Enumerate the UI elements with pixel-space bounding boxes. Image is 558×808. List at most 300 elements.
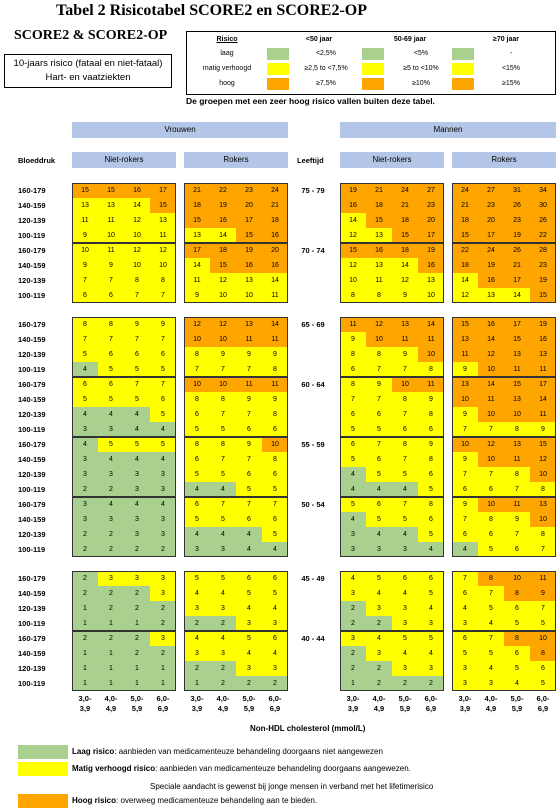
risk-cell: 5 — [72, 347, 98, 362]
risk-cell: 6 — [184, 407, 210, 422]
risk-cell: 3 — [150, 631, 176, 646]
risk-legend-table — [186, 31, 556, 95]
risk-cell: 17 — [418, 228, 444, 243]
risk-cell: 2 — [72, 482, 98, 497]
age-label: 75 - 79 — [301, 186, 325, 195]
risk-cell: 13 — [478, 288, 504, 303]
risk-cell: 5 — [392, 631, 418, 646]
risk-cell: 15 — [72, 183, 98, 198]
risk-cell: 9 — [72, 258, 98, 273]
risk-cell: 4 — [392, 527, 418, 542]
risk-cell: 7 — [452, 571, 478, 586]
x-tick-label-top: 5,0- — [242, 694, 256, 703]
risk-cell: 7 — [366, 437, 392, 452]
legend-header-1: <50 jaar — [305, 36, 333, 43]
x-tick-label-top: 5,0- — [510, 694, 524, 703]
x-tick-label-top: 5,0- — [130, 694, 144, 703]
risk-cell: 2 — [124, 586, 150, 601]
risk-cell: 5 — [124, 392, 150, 407]
risk-cell: 12 — [530, 452, 556, 467]
risk-cell: 24 — [392, 183, 418, 198]
risk-cell: 11 — [72, 213, 98, 228]
age-label: 50 - 54 — [301, 500, 325, 509]
risk-cell: 16 — [340, 198, 366, 213]
risk-cell: 4 — [366, 631, 392, 646]
risk-cell: 3 — [366, 646, 392, 661]
x-tick-label-bottom: 6,9 — [425, 704, 437, 713]
x-tick-label-bottom: 3,9 — [459, 704, 471, 713]
risk-cell: 4 — [418, 601, 444, 616]
risk-cell: 9 — [418, 392, 444, 407]
risk-cell: 7 — [236, 362, 262, 377]
risk-cell: 5 — [210, 571, 236, 586]
risk-cell: 8 — [210, 437, 236, 452]
risk-cell: 15 — [184, 213, 210, 228]
legend-value: <2,5% — [315, 50, 337, 57]
x-tick-label — [100, 694, 122, 714]
risk-cell: 3 — [184, 542, 210, 557]
risk-cell: 21 — [366, 183, 392, 198]
risk-cell: 18 — [210, 243, 236, 258]
risk-cell: 6 — [504, 542, 530, 557]
risk-cell: 10 — [184, 377, 210, 392]
risk-cell: 13 — [504, 347, 530, 362]
bp-label: 100-119 — [18, 545, 46, 554]
risk-cell: 4 — [124, 497, 150, 512]
risk-cell: 6 — [392, 422, 418, 437]
risk-cell: 4 — [418, 646, 444, 661]
risk-cell: 5 — [418, 527, 444, 542]
x-tick-label — [420, 694, 442, 714]
risk-cell: 12 — [150, 243, 176, 258]
risk-cell: 9 — [452, 362, 478, 377]
risk-cell: 7 — [478, 631, 504, 646]
risk-cell: 14 — [478, 332, 504, 347]
age-label: 65 - 69 — [301, 320, 325, 329]
risk-cell: 1 — [340, 676, 366, 691]
risk-cell: 4 — [392, 646, 418, 661]
bp-label: 160-179 — [18, 440, 46, 449]
risk-cell: 13 — [504, 437, 530, 452]
risk-cell: 3 — [150, 527, 176, 542]
x-tick-label-top: 4,0- — [104, 694, 118, 703]
risk-cell: 5 — [72, 392, 98, 407]
risk-cell: 5 — [366, 467, 392, 482]
risk-cell: 7 — [210, 452, 236, 467]
risk-cell: 4 — [150, 422, 176, 437]
key-swatch — [18, 794, 68, 808]
risk-cell: 3 — [72, 422, 98, 437]
risk-cell: 1 — [98, 646, 124, 661]
risk-cell: 11 — [418, 332, 444, 347]
risk-cell: 20 — [262, 243, 288, 258]
risk-cell: 5 — [366, 512, 392, 527]
risk-cell: 23 — [530, 258, 556, 273]
risk-cell: 13 — [504, 392, 530, 407]
risk-cell: 14 — [418, 317, 444, 332]
age-label: 55 - 59 — [301, 440, 325, 449]
risk-cell: 13 — [530, 497, 556, 512]
risk-cell: 7 — [124, 288, 150, 303]
risk-cell: 14 — [504, 288, 530, 303]
risk-cell: 19 — [210, 198, 236, 213]
risk-cell: 8 — [210, 392, 236, 407]
risk-cell: 4 — [72, 437, 98, 452]
risk-cell: 7 — [392, 452, 418, 467]
risk-cell: 10 — [98, 228, 124, 243]
risk-cell: 17 — [236, 213, 262, 228]
bp-label: 140-159 — [18, 395, 46, 404]
risk-cell: 4 — [366, 482, 392, 497]
risk-cell: 7 — [236, 452, 262, 467]
key-text — [72, 796, 317, 805]
risk-cell: 6 — [340, 437, 366, 452]
risk-cell: 26 — [530, 213, 556, 228]
risk-cell: 21 — [452, 198, 478, 213]
risk-cell: 4 — [340, 482, 366, 497]
risk-cell: 7 — [452, 467, 478, 482]
risk-cell: 13 — [366, 258, 392, 273]
bp-label: 120-139 — [18, 216, 46, 225]
risk-cell: 9 — [184, 288, 210, 303]
legend-value: <5% — [413, 50, 429, 57]
risk-cell: 9 — [236, 437, 262, 452]
risk-cell: 22 — [452, 243, 478, 258]
bp-label: 120-139 — [18, 470, 46, 479]
risk-cell: 7 — [124, 377, 150, 392]
risk-cell: 2 — [150, 616, 176, 631]
risk-cell: 10 — [478, 452, 504, 467]
risk-cell: 4 — [150, 497, 176, 512]
risk-cell: 13 — [366, 228, 392, 243]
risk-cell: 11 — [366, 273, 392, 288]
risk-cell: 23 — [478, 198, 504, 213]
header-women: Vrouwen — [72, 122, 288, 138]
risk-cell: 5 — [210, 467, 236, 482]
risk-cell: 3 — [392, 661, 418, 676]
risk-cell: 8 — [340, 288, 366, 303]
risk-cell: 10 — [340, 273, 366, 288]
x-tick-label-top: 6,0- — [536, 694, 550, 703]
risk-cell: 9 — [72, 228, 98, 243]
bp-label: 120-139 — [18, 410, 46, 419]
risk-cell: 2 — [98, 601, 124, 616]
risk-cell: 5 — [504, 661, 530, 676]
risk-cell: 7 — [150, 332, 176, 347]
risk-cell: 7 — [478, 422, 504, 437]
risk-cell: 17 — [150, 183, 176, 198]
risk-cell: 8 — [418, 452, 444, 467]
risk-cell: 6 — [418, 467, 444, 482]
x-tick-label — [506, 694, 528, 714]
risk-cell: 1 — [72, 601, 98, 616]
risk-cell: 8 — [418, 407, 444, 422]
special-note: Speciale aandacht is gewenst bij jonge mensen in verband met het lifetimerisico — [150, 782, 434, 791]
risk-cell: 23 — [236, 183, 262, 198]
risk-cell: 7 — [184, 362, 210, 377]
risk-cell: 21 — [184, 183, 210, 198]
risk-cell: 3 — [392, 616, 418, 631]
risk-cell: 4 — [98, 452, 124, 467]
risk-cell: 4 — [392, 482, 418, 497]
risk-cell: 11 — [418, 377, 444, 392]
bp-label: 140-159 — [18, 649, 46, 658]
risk-cell: 15 — [452, 317, 478, 332]
risk-cell: 2 — [98, 586, 124, 601]
risk-cell: 22 — [530, 228, 556, 243]
risk-cell: 20 — [478, 213, 504, 228]
risk-cell: 1 — [184, 676, 210, 691]
legend-value: ≥5 to <10% — [403, 65, 439, 72]
bp-label: 140-159 — [18, 261, 46, 270]
risk-cell: 26 — [504, 198, 530, 213]
x-tick-label-top: 4,0- — [372, 694, 386, 703]
risk-cell: 2 — [124, 646, 150, 661]
risk-cell: 18 — [392, 243, 418, 258]
risk-cell: 3 — [72, 467, 98, 482]
risk-cell: 12 — [340, 228, 366, 243]
risk-cell: 24 — [478, 243, 504, 258]
bp-label: 100-119 — [18, 231, 46, 240]
risk-cell: 15 — [530, 288, 556, 303]
bp-label: 160-179 — [18, 186, 46, 195]
risk-cell: 9 — [210, 347, 236, 362]
risk-cell: 7 — [366, 392, 392, 407]
risk-cell: 16 — [366, 243, 392, 258]
risk-cell: 1 — [72, 661, 98, 676]
risk-cell: 4 — [98, 407, 124, 422]
risk-cell: 5 — [184, 571, 210, 586]
risk-cell: 10 — [530, 512, 556, 527]
risk-cell: 14 — [262, 273, 288, 288]
risk-cell: 13 — [72, 198, 98, 213]
age-label: 60 - 64 — [301, 380, 325, 389]
risk-cell: 4 — [210, 631, 236, 646]
bp-label: 100-119 — [18, 485, 46, 494]
risk-cell: 8 — [184, 347, 210, 362]
legend-swatch — [267, 48, 289, 60]
risk-cell: 7 — [72, 273, 98, 288]
risk-cell: 7 — [530, 542, 556, 557]
risk-cell: 8 — [98, 317, 124, 332]
risk-cell: 5 — [262, 482, 288, 497]
risk-cell: 15 — [530, 437, 556, 452]
risk-cell: 9 — [340, 332, 366, 347]
risk-cell: 6 — [366, 407, 392, 422]
x-tick-label-top: 3,0- — [78, 694, 92, 703]
risk-cell: 3 — [366, 542, 392, 557]
risk-cell: 8 — [504, 586, 530, 601]
risk-cell: 15 — [98, 183, 124, 198]
risk-cell: 6 — [124, 347, 150, 362]
risk-cell: 5 — [340, 497, 366, 512]
risk-cell: 2 — [366, 661, 392, 676]
risk-cell: 9 — [236, 392, 262, 407]
risk-cell: 2 — [340, 646, 366, 661]
risk-cell: 20 — [236, 198, 262, 213]
risk-cell: 2 — [72, 571, 98, 586]
risk-cell: 6 — [262, 512, 288, 527]
risk-cell: 3 — [340, 631, 366, 646]
risk-cell: 19 — [530, 273, 556, 288]
risk-cell: 3 — [236, 661, 262, 676]
risk-cell: 5 — [236, 482, 262, 497]
risk-cell: 3 — [98, 422, 124, 437]
risk-cell: 2 — [184, 661, 210, 676]
bp-label: 120-139 — [18, 530, 46, 539]
risk-cell: 2 — [210, 616, 236, 631]
risk-cell: 20 — [418, 213, 444, 228]
risk-cell: 21 — [504, 258, 530, 273]
risk-cell: 5 — [98, 392, 124, 407]
risk-cell: 2 — [124, 601, 150, 616]
risk-cell: 8 — [366, 347, 392, 362]
risk-cell: 17 — [530, 377, 556, 392]
risk-cell: 11 — [236, 332, 262, 347]
bp-label: 160-179 — [18, 574, 46, 583]
risk-cell: 10 — [72, 243, 98, 258]
risk-cell: 10 — [210, 377, 236, 392]
risk-cell: 4 — [150, 452, 176, 467]
key-description: : overweeg medicamenteuze behandeling aan te bieden. — [116, 796, 318, 805]
x-tick-label-top: 6,0- — [268, 694, 282, 703]
risk-cell: 4 — [262, 601, 288, 616]
risk-cell: 14 — [340, 213, 366, 228]
x-tick-label — [532, 694, 554, 714]
risk-cell: 6 — [478, 482, 504, 497]
risk-cell: 3 — [98, 467, 124, 482]
risk-cell: 23 — [418, 198, 444, 213]
risk-cell: 8 — [366, 288, 392, 303]
risk-cell: 6 — [504, 646, 530, 661]
legend-swatch — [452, 48, 474, 60]
risk-cell: 7 — [452, 512, 478, 527]
risk-cell: 16 — [210, 213, 236, 228]
x-tick-label-bottom: 6,9 — [157, 704, 169, 713]
risk-cell: 3 — [150, 586, 176, 601]
x-tick-label-bottom: 5,9 — [399, 704, 411, 713]
risk-cell: 3 — [210, 601, 236, 616]
risk-cell: 2 — [72, 586, 98, 601]
risk-cell: 2 — [262, 676, 288, 691]
risk-cell: 19 — [236, 243, 262, 258]
risk-cell: 7 — [392, 362, 418, 377]
risk-cell: 7 — [478, 467, 504, 482]
risk-cell: 3 — [72, 497, 98, 512]
risk-cell: 14 — [210, 228, 236, 243]
risk-cell: 3 — [392, 542, 418, 557]
risk-cell: 11 — [236, 377, 262, 392]
legend-swatch — [267, 63, 289, 75]
risk-cell: 16 — [262, 228, 288, 243]
risk-cell: 3 — [124, 482, 150, 497]
legend-row-label: laag — [220, 50, 234, 57]
x-tick-label-bottom: 3,9 — [347, 704, 359, 713]
risk-cell: 1 — [98, 661, 124, 676]
risk-cell: 1 — [124, 676, 150, 691]
risk-cell: 6 — [262, 422, 288, 437]
risk-cell: 19 — [530, 317, 556, 332]
risk-cell: 9 — [150, 317, 176, 332]
risk-cell: 6 — [340, 362, 366, 377]
risk-cell: 4 — [98, 497, 124, 512]
risk-cell: 15 — [452, 228, 478, 243]
risk-cell: 16 — [478, 273, 504, 288]
x-tick-label-top: 4,0- — [216, 694, 230, 703]
risk-cell: 10 — [452, 392, 478, 407]
header-men: Mannen — [340, 122, 556, 138]
risk-cell: 3 — [124, 571, 150, 586]
legend-header-3: ≥70 jaar — [492, 36, 520, 43]
risk-cell: 5 — [124, 437, 150, 452]
bp-label: 100-119 — [18, 679, 46, 688]
risk-cell: 3 — [72, 512, 98, 527]
risk-cell: 10 — [418, 347, 444, 362]
key-label: Laag risico — [72, 747, 115, 756]
risk-cell: 7 — [530, 601, 556, 616]
x-tick-label-bottom: 4,9 — [485, 704, 497, 713]
risk-cell: 8 — [392, 392, 418, 407]
header-women-nonsmokers: Niet-rokers — [72, 152, 176, 168]
risk-cell: 4 — [236, 646, 262, 661]
x-tick-label-top: 4,0- — [484, 694, 498, 703]
risk-cell: 2 — [98, 482, 124, 497]
risk-description-line1: 10-jaars risico (fataal en niet-fataal) — [13, 58, 163, 69]
risk-cell: 2 — [72, 527, 98, 542]
risk-cell: 1 — [72, 676, 98, 691]
risk-cell: 9 — [392, 347, 418, 362]
age-label: 40 - 44 — [301, 634, 325, 643]
risk-cell: 5 — [184, 422, 210, 437]
risk-cell: 2 — [150, 601, 176, 616]
risk-cell: 5 — [184, 467, 210, 482]
key-text — [72, 747, 383, 756]
x-tick-label — [74, 694, 96, 714]
risk-cell: 8 — [150, 273, 176, 288]
risk-cell: 6 — [72, 377, 98, 392]
risk-cell: 13 — [236, 317, 262, 332]
risk-cell: 5 — [150, 437, 176, 452]
risk-cell: 10 — [478, 497, 504, 512]
risk-cell: 5 — [418, 482, 444, 497]
risk-cell: 15 — [504, 377, 530, 392]
risk-cell: 14 — [184, 258, 210, 273]
risk-cell: 9 — [124, 317, 150, 332]
risk-cell: 11 — [504, 497, 530, 512]
risk-cell: 12 — [184, 317, 210, 332]
risk-cell: 3 — [262, 616, 288, 631]
risk-cell: 23 — [504, 213, 530, 228]
risk-cell: 14 — [124, 198, 150, 213]
risk-cell: 6 — [150, 347, 176, 362]
page-title: Tabel 2 Risicotabel SCORE2 en SCORE2-OP — [56, 2, 367, 19]
x-tick-label-bottom: 6,9 — [537, 704, 549, 713]
risk-cell: 15 — [340, 243, 366, 258]
risk-cell: 19 — [340, 183, 366, 198]
risk-cell: 11 — [530, 362, 556, 377]
risk-cell: 8 — [530, 646, 556, 661]
header-men-smokers: Rokers — [452, 152, 556, 168]
risk-cell: 14 — [478, 377, 504, 392]
legend-header-0: Risico — [216, 36, 238, 43]
risk-cell: 17 — [504, 317, 530, 332]
risk-cell: 13 — [530, 347, 556, 362]
risk-cell: 4 — [340, 467, 366, 482]
risk-cell: 6 — [72, 288, 98, 303]
risk-cell: 14 — [392, 258, 418, 273]
risk-cell: 8 — [504, 422, 530, 437]
risk-cell: 10 — [504, 407, 530, 422]
